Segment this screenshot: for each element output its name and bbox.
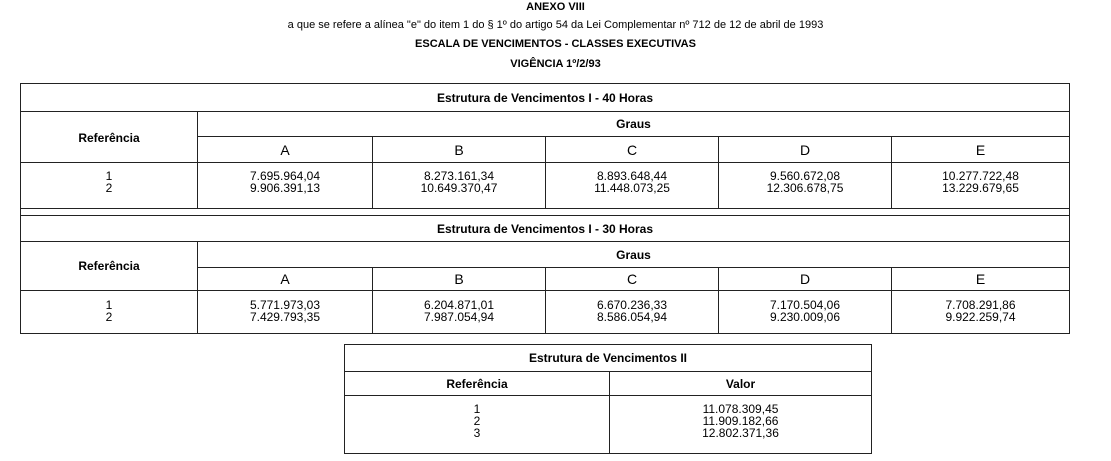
vencimentos-ii-table: [344, 344, 872, 454]
table2-graus-header: Graus: [616, 247, 651, 262]
table2-col-a: A: [280, 271, 290, 287]
table2-ref-1: 1: [105, 298, 113, 312]
table1-graus-header: Graus: [616, 117, 651, 131]
table2-values-b: [373, 299, 545, 323]
table2-values-e: [892, 299, 1069, 323]
table2-title: Estrutura de Vencimentos I - 30 Horas: [436, 221, 654, 236]
table1-values-d: [719, 170, 891, 194]
table1-col-a: A: [280, 141, 290, 158]
table3-ref-2: 2: [473, 414, 481, 428]
table1-title: Estrutura de Vencimentos I - 40 Horas: [436, 90, 654, 105]
table1-ref-2: 2: [105, 181, 113, 195]
table1-refs: [21, 170, 197, 194]
table2-values-d: [719, 299, 891, 323]
table2-col-b: B: [454, 271, 464, 287]
table1-value: 12.306.678,75: [766, 181, 844, 195]
table1-col-c: C: [626, 141, 638, 158]
table2-referencia-header: Referência: [78, 259, 140, 273]
table1-value: 10.649.370,47: [420, 181, 498, 195]
table3-refs: [345, 403, 609, 439]
table2-values-a: [198, 299, 372, 323]
table2-value: 7.429.793,35: [249, 310, 321, 324]
table1-referencia-header: Referência: [78, 130, 140, 145]
annex-title: ANEXO VIII: [526, 1, 585, 13]
table2-ref-2: 2: [105, 310, 113, 324]
table2-value: 7.170.504,06: [769, 298, 841, 312]
table1-value: 7.695.964,04: [249, 169, 321, 183]
annex-subtitle: a que se refere a alínea "e" do item 1 do § 1º do artigo 54 da Lei Complementar nº 712 de 12 de abril de 1993: [287, 19, 824, 31]
table2-value: 7.987.054,94: [423, 310, 495, 324]
table1-value: 9.906.391,13: [249, 181, 321, 195]
table2-col-c: C: [626, 271, 638, 287]
table1-col-e: E: [975, 141, 986, 158]
table1-col-b: B: [454, 141, 464, 158]
table1-values-e: [892, 170, 1069, 194]
table2-value: 8.586.054,94: [596, 310, 668, 324]
table3-valor-header: Valor: [725, 376, 756, 391]
table1-value: 8.273.161,34: [423, 169, 495, 183]
table3-value: 12.802.371,36: [702, 426, 779, 440]
table1-values-c: [546, 170, 718, 194]
table1-col-d: D: [799, 141, 811, 158]
table1-values-b: [373, 170, 545, 194]
table2-value: 7.708.291,86: [945, 298, 1016, 312]
table2-value: 6.670.236,33: [596, 298, 668, 312]
table1-value: 11.448.073,25: [594, 181, 670, 195]
table1-value: 8.893.648,44: [596, 169, 668, 183]
table1-value: 10.277.722,48: [942, 169, 1019, 183]
table2-refs: [21, 299, 197, 323]
table2-value: 9.230.009,06: [769, 310, 841, 324]
table1-values-a: [198, 170, 372, 194]
table2-col-d: D: [799, 271, 811, 287]
table3-title: Estrutura de Vencimentos II: [528, 351, 688, 365]
table2-col-e: E: [975, 271, 986, 287]
vencimentos-i-table: [20, 83, 1070, 334]
table2-values-c: [546, 299, 718, 323]
table3-value: 11.078.309,45: [702, 402, 779, 416]
table3-values: [610, 403, 871, 439]
table3-value: 11.909.182,66: [702, 414, 779, 428]
table3-referencia-header: Referência: [446, 376, 508, 391]
validity-date: VIGÊNCIA 1º/2/93: [510, 58, 601, 70]
table2-value: 5.771.973,03: [249, 298, 321, 312]
table2-value: 6.204.871,01: [423, 298, 495, 312]
table3-ref-1: 1: [473, 402, 481, 416]
table3-ref-3: 3: [473, 426, 481, 440]
table2-value: 9.922.259,74: [945, 310, 1016, 324]
scale-title: ESCALA DE VENCIMENTOS - CLASSES EXECUTIVAS: [415, 38, 696, 50]
table1-value: 9.560.672,08: [769, 169, 841, 183]
table1-value: 13.229.679,65: [942, 181, 1019, 195]
table1-ref-1: 1: [105, 169, 113, 183]
